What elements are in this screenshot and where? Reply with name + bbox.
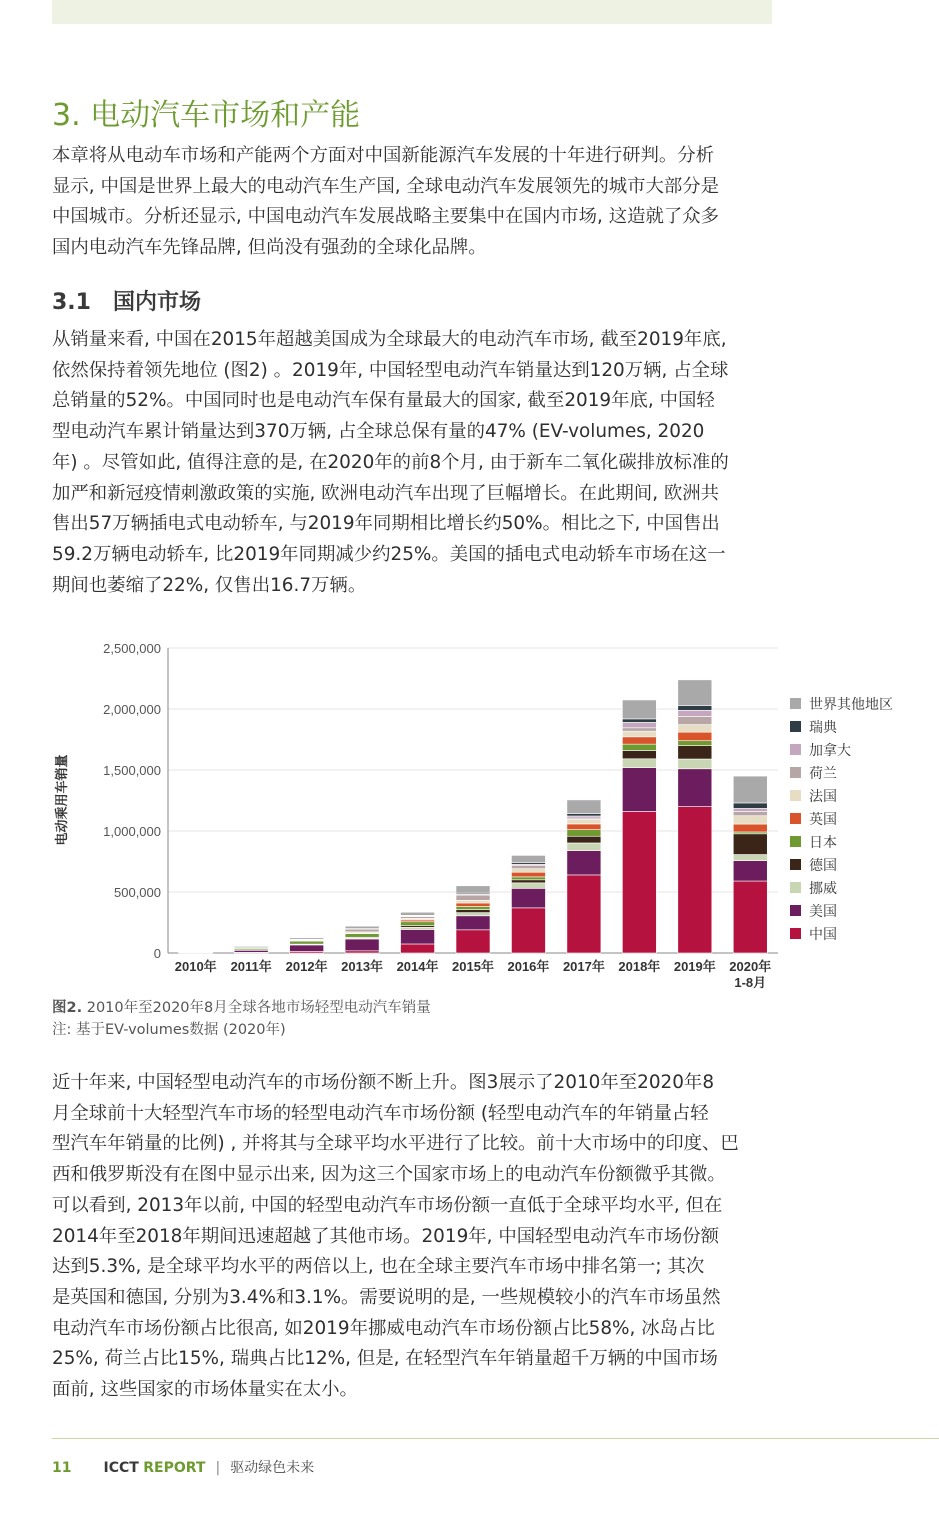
bar-segment	[456, 895, 490, 900]
text-line: 电动汽车市场份额占比很高, 如2019年挪威电动汽车市场份额占比58%, 冰岛占比	[52, 1317, 715, 1339]
text-line: 总销量的52%。中国同时也是电动汽车保有量最大的国家, 截至2019年底, 中国轻	[52, 390, 715, 412]
x-tick-label: 2013年	[341, 959, 384, 974]
text-line: 2014年至2018年期间迅速超越了其他市场。2019年, 中国轻型电动汽车市场份额	[52, 1225, 720, 1247]
bar-segment	[678, 705, 712, 710]
bar-segment	[622, 728, 656, 731]
bar-segment	[345, 939, 379, 951]
bar-segment	[511, 855, 545, 862]
bar-segment	[622, 722, 656, 727]
intro-paragraph	[52, 141, 772, 264]
x-tick-label: 2020年	[729, 959, 772, 974]
bar-segment	[456, 886, 490, 893]
bar-segment	[567, 819, 601, 824]
bar-segment	[622, 737, 656, 744]
bar-segment	[456, 907, 490, 910]
text-line: 西和俄罗斯没有在图中显示出来, 因为这三个国家市场上的电动汽车份额微乎其微。	[52, 1164, 726, 1186]
bar-segment	[511, 880, 545, 883]
section-heading	[52, 285, 201, 316]
legend-swatch	[790, 698, 801, 709]
page-number: 11	[52, 1460, 72, 1476]
bar-segment	[401, 929, 435, 944]
bar-segment	[179, 952, 213, 953]
legend-label: 日本	[809, 834, 837, 850]
bar-segment	[456, 910, 490, 913]
legend-label: 世界其他地区	[809, 696, 893, 712]
legend-label: 美国	[809, 903, 837, 919]
text-line: 从销量来看, 中国在2015年超越美国成为全球最大的电动汽车市场, 截至2019年底,	[52, 329, 727, 350]
text-line: 国内电动汽车先锋品牌, 但尚没有强劲的全球化品牌。	[52, 237, 487, 259]
bar-segment	[678, 680, 712, 706]
bar-segment	[678, 716, 712, 724]
legend-label: 荷兰	[809, 765, 837, 781]
top-decorative-band	[52, 0, 772, 24]
text-line: 售出57万辆插电式电动轿车, 与2019年同期相比增长约50%。相比之下, 中国售出	[52, 513, 720, 535]
legend-swatch	[790, 882, 801, 893]
bar-segment	[678, 741, 712, 746]
bar-segment	[733, 811, 767, 815]
legend-label: 法国	[809, 788, 837, 804]
figure-caption-text: 2010年至2020年8月全球各地市场轻型电动汽车销量	[82, 1000, 431, 1016]
bar-segment	[733, 861, 767, 881]
bar-segment	[345, 929, 379, 932]
legend-swatch	[790, 721, 801, 732]
bar-segment	[567, 814, 601, 816]
legend-swatch	[790, 836, 801, 847]
bar-segment	[511, 866, 545, 869]
bar-segment	[622, 768, 656, 812]
bar-segment	[733, 824, 767, 832]
legend-label: 加拿大	[809, 742, 851, 758]
bar-segment	[622, 731, 656, 737]
y-axis-title: 电动乘用车销量	[54, 754, 69, 846]
text-line: 是英国和德国, 分别为3.4%和3.1%。需要说明的是, 一些规模较小的汽车市场虽然	[52, 1286, 721, 1308]
bar-segment	[567, 830, 601, 837]
bar-segment	[733, 881, 767, 953]
text-line: 25%, 荷兰占比15%, 瑞典占比12%, 但是, 在轻型汽车年销量超千万辆的中国市场	[52, 1348, 718, 1370]
x-tick-label: 2015年	[452, 959, 494, 974]
legend-label: 瑞典	[809, 719, 837, 735]
figure-label: 图2.	[52, 1000, 83, 1016]
text-line: 中国城市。分析还显示, 中国电动汽车发展战略主要集中在国内市场, 这造就了众多	[52, 206, 720, 228]
chart-canvas	[0, 630, 939, 995]
bar-segment	[511, 908, 545, 953]
legend-swatch	[790, 744, 801, 755]
text-line: 型电动汽车累计销量达到370万辆, 占全球总保有量的47% (EV-volumes, 2020	[52, 421, 705, 443]
text-line: 年) 。尽管如此, 值得注意的是, 在2020年的前8个月, 由于新车二氧化碳排放标准的	[52, 451, 729, 473]
bar-segment	[456, 903, 490, 907]
bar-segment	[567, 800, 601, 814]
bar-segment	[733, 855, 767, 861]
footer-brand: ICCT	[103, 1460, 139, 1476]
bar-segment	[290, 938, 324, 939]
figure-note: 注: 基于EV-volumes数据 (2020年)	[52, 1022, 286, 1038]
y-tick-label: 0	[153, 946, 161, 961]
legend-swatch	[790, 813, 801, 824]
ev-sales-chart	[0, 630, 939, 995]
legend-swatch	[790, 905, 801, 916]
bar-segment	[567, 824, 601, 830]
bar-segment	[678, 725, 712, 733]
bar-segment	[234, 946, 268, 947]
x-tick-label: 2019年	[673, 959, 716, 974]
bar-segment	[456, 900, 490, 903]
text-line: 59.2万辆电动轿车, 比2019年同期减少约25%。美国的插电式电动轿车市场在这一	[52, 543, 726, 565]
text-line: 期间也萎缩了22%, 仅售出16.7万辆。	[52, 574, 367, 596]
bar-segment	[678, 710, 712, 716]
bar-segment	[290, 941, 324, 944]
x-tick-label: 2010年	[174, 959, 217, 974]
bar-segment	[401, 927, 435, 929]
text-line: 型汽车年销量的比例) , 并将其与全球平均水平进行了比较。前十大市场中的印度、巴	[52, 1133, 739, 1155]
bar-segment	[401, 912, 435, 915]
x-tick-label: 2017年	[562, 959, 605, 974]
legend-label: 挪威	[809, 880, 837, 896]
bar-segment	[678, 759, 712, 769]
bar-segment	[456, 916, 490, 930]
bar-segment	[401, 922, 435, 926]
y-tick-label: 500,000	[114, 885, 161, 900]
text-line: 月全球前十大轻型汽车市场的轻型电动汽车市场份额 (轻型电动汽车的年销量占轻	[52, 1102, 709, 1124]
text-line: 面前, 这些国家的市场体量实在太小。	[52, 1379, 358, 1401]
bar-segment	[733, 834, 767, 855]
footer-report: REPORT	[143, 1460, 206, 1476]
legend-swatch	[790, 790, 801, 801]
bar-segment	[345, 926, 379, 928]
x-tick-label: 2018年	[618, 959, 661, 974]
footer-divider	[52, 1438, 939, 1439]
bar-segment	[733, 808, 767, 811]
x-tick-label: 2016年	[507, 959, 550, 974]
bar-segment	[567, 836, 601, 843]
legend-label: 中国	[809, 926, 837, 942]
x-tick-label: 2014年	[396, 959, 439, 974]
footer-separator: |	[215, 1460, 221, 1476]
bar-segment	[678, 732, 712, 741]
x-tick-label: 1-8月	[734, 975, 767, 990]
bar-segment	[622, 750, 656, 758]
bar-segment	[567, 851, 601, 875]
bar-segment	[511, 869, 545, 873]
legend-label: 英国	[809, 811, 837, 827]
text-line: 显示, 中国是世界上最大的电动汽车生产国, 全球电动汽车发展领先的城市大部分是	[52, 175, 720, 197]
bar-segment	[290, 945, 324, 951]
bar-segment	[622, 719, 656, 723]
bar-segment	[678, 746, 712, 759]
y-tick-label: 1,000,000	[103, 824, 161, 839]
y-tick-label: 2,500,000	[103, 641, 161, 656]
bar-segment	[733, 816, 767, 824]
text-line: 依然保持着领先地位 (图2) 。2019年, 中国轻型电动汽车销量达到120万辆, 占全球	[52, 359, 729, 381]
chapter-title: 3. 电动汽车市场和产能	[52, 98, 361, 133]
bar-segment	[511, 872, 545, 877]
bar-segment	[567, 816, 601, 818]
text-line: 本章将从电动车市场和产能两个方面对中国新能源汽车发展的十年进行研判。分析	[52, 145, 715, 166]
bar-segment	[345, 951, 379, 953]
legend-swatch	[790, 767, 801, 778]
bar-segment	[456, 930, 490, 953]
bar-segment	[234, 950, 268, 952]
text-line: 达到5.3%, 是全球平均水平的两倍以上, 也在全球主要汽车市场中排名第一; 其次	[52, 1256, 705, 1278]
bar-segment	[678, 769, 712, 807]
legend-label: 德国	[809, 857, 837, 873]
footer-subtitle: 驱动绿色未来	[230, 1460, 315, 1476]
bar-segment	[622, 700, 656, 719]
bar-segment	[733, 803, 767, 808]
y-tick-label: 1,500,000	[103, 763, 161, 778]
bar-segment	[622, 811, 656, 953]
body-paragraph-1	[52, 325, 772, 601]
section-title: 国内市场	[112, 290, 201, 315]
x-tick-label: 2012年	[285, 959, 328, 974]
text-line: 近十年来, 中国轻型电动汽车的市场份额不断上升。图3展示了2010年至2020年8	[52, 1072, 715, 1093]
bar-segment	[733, 776, 767, 803]
bar-segment	[567, 843, 601, 851]
bar-segment	[511, 877, 545, 880]
bar-segment	[511, 888, 545, 908]
y-tick-label: 2,000,000	[103, 702, 161, 717]
bar-segment	[456, 913, 490, 916]
bar-segment	[511, 883, 545, 888]
legend-swatch	[790, 928, 801, 939]
bar-segment	[567, 875, 601, 953]
legend-swatch	[790, 859, 801, 870]
section-number: 3.1	[52, 290, 91, 315]
body-paragraph-2	[52, 1068, 772, 1406]
x-tick-label: 2011年	[230, 959, 272, 974]
bar-segment	[622, 744, 656, 750]
text-line: 加严和新冠疫情刺激政策的实施, 欧洲电动汽车出现了巨幅增长。在此期间, 欧洲共	[52, 482, 720, 504]
figure-caption	[52, 997, 431, 1041]
bar-segment	[678, 807, 712, 953]
bar-segment	[345, 934, 379, 938]
text-line: 可以看到, 2013年以前, 中国的轻型电动汽车市场份额一直低于全球平均水平, 但在	[52, 1194, 723, 1216]
bar-segment	[401, 944, 435, 953]
bar-segment	[622, 759, 656, 768]
page-footer	[52, 1457, 314, 1477]
